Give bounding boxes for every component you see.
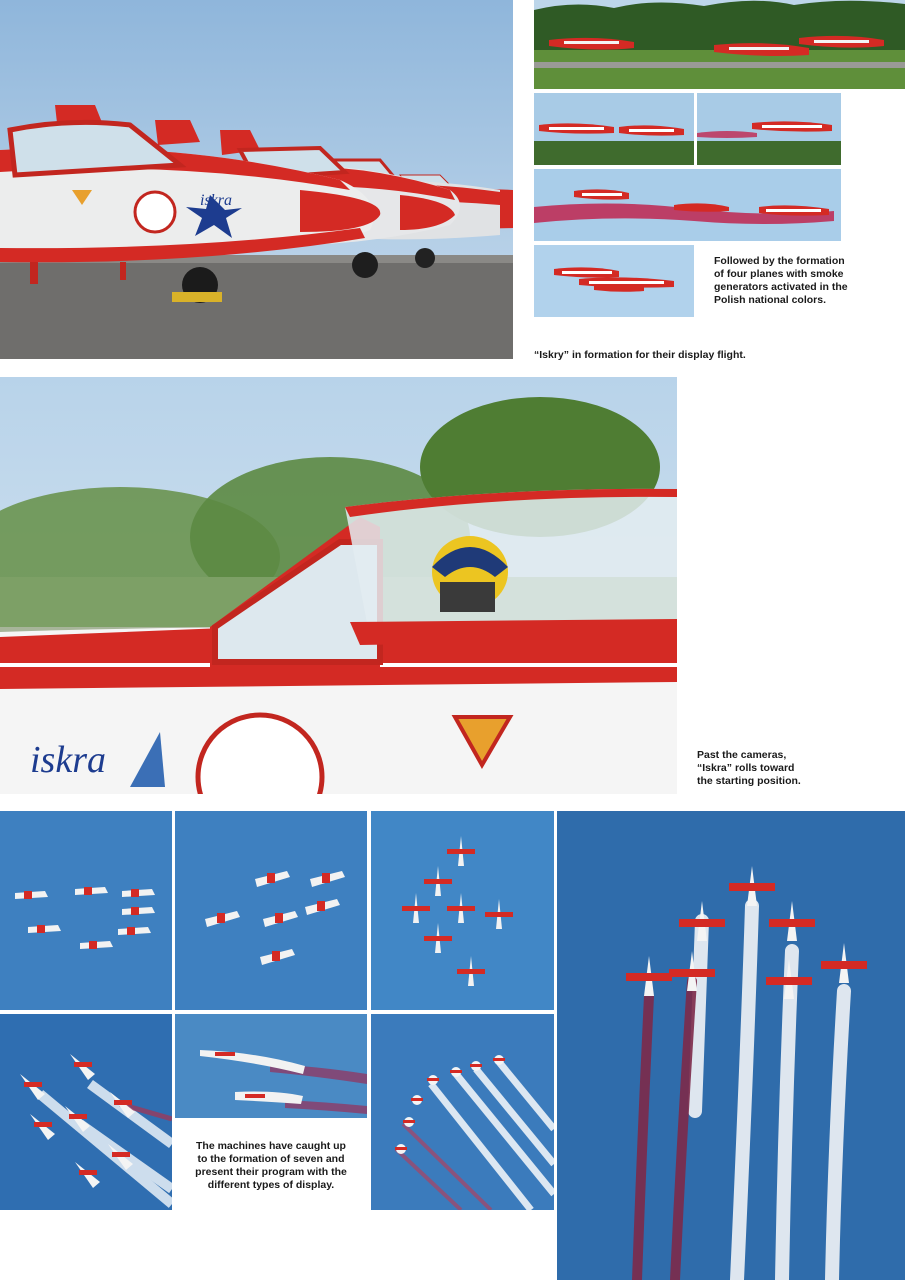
photo-takeoff-runway xyxy=(534,0,905,89)
caption-past-cameras: Past the cameras, “Iskra” rolls toward the starting position. xyxy=(697,749,801,787)
caption-formation-display: “Iskry” in formation for their display flight. xyxy=(534,349,746,361)
photo-cockpit-pilot xyxy=(0,377,677,794)
photo-pair-with-smoke xyxy=(175,1014,367,1118)
photo-smoke-lines-climb xyxy=(371,1014,554,1210)
caption-four-planes-smoke xyxy=(714,255,894,307)
photo-formation-seven-b xyxy=(175,811,367,1010)
photo-formation-seven-a xyxy=(0,811,172,1010)
photo-formation-smoke-diagonal xyxy=(0,1014,172,1210)
photo-three-in-formation xyxy=(534,245,694,317)
photo-pair-blue-sky-1 xyxy=(534,93,694,165)
aircraft-name-lettering: iskra xyxy=(30,739,106,781)
caption-line: generators activated in the xyxy=(714,281,848,293)
caption-line: Followed by the formation xyxy=(714,255,845,267)
photo-formation-arrow-smoke xyxy=(557,811,905,1280)
photo-red-smoke-trail xyxy=(534,169,841,241)
caption-formation-seven: The machines have caught up to the formation of seven and present their program with the different types of display. xyxy=(195,1140,347,1191)
photo-parked-aircraft-lineup xyxy=(0,0,513,359)
photo-pair-blue-sky-2 xyxy=(697,93,841,165)
caption-line: of four planes with smoke xyxy=(714,268,844,280)
caption-line: Polish national colors. xyxy=(714,294,827,306)
aircraft-name-lettering: iskra xyxy=(200,192,232,209)
photo-formation-diamond xyxy=(371,811,554,1010)
